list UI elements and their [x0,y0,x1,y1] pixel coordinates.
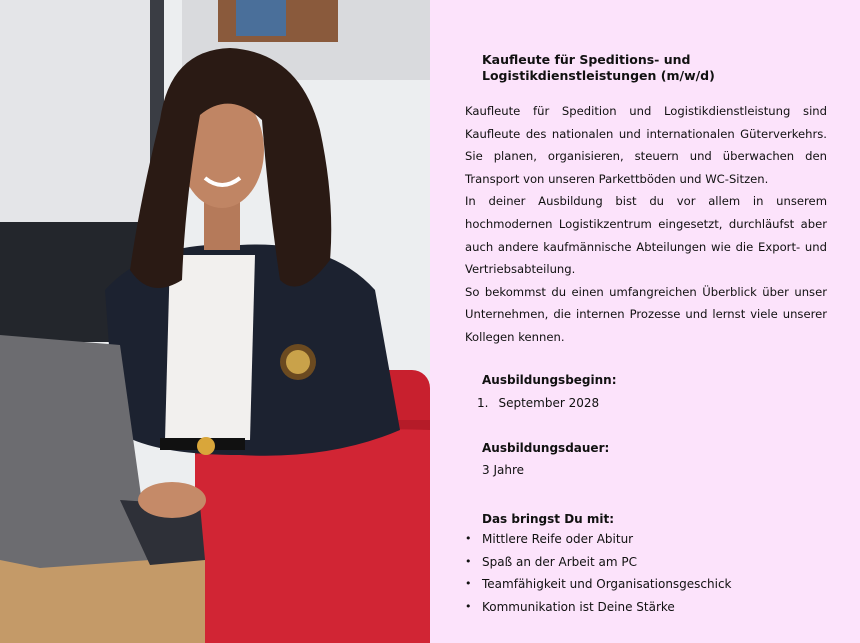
job-details-panel [430,0,860,643]
description-paragraph: In deiner Ausbildung bist du vor allem in unserem hochmodernen Logistikzentrum eingesetzt, durchläufst aber auch andere kaufmännische Abteilungen wie die Export- und Vertriebsabteilung. [465,194,827,277]
list-item: • Kommunikation ist Deine Stärke [465,596,835,619]
requirements-label: Das bringst Du mit: [482,512,615,526]
job-description [465,100,827,349]
start-date-item [477,396,599,410]
job-title: Kaufleute für Speditions- und Logistikdienstleistungen (m/w/d) [482,52,715,83]
start-date-number: 1. [477,396,489,410]
description-paragraph: Kaufleute für Spedition und Logistikdienstleistung sind Kaufleute des nationalen und internationalen Güterverkehrs. Sie planen, organisieren, steuern und überwachen den Transport von unseren Parkettböden und WC-Sitzen. [465,104,827,186]
duration-label: Ausbildungsdauer: [482,441,610,455]
description-paragraph: So bekommst du einen umfangreichen Überblick über unser Unternehmen, die internen Prozesse und lernst viele unserer Kollegen kennen. [465,284,827,344]
duration-value: 3 Jahre [482,463,524,477]
list-item: • Teamfähigkeit und Organisationsgeschick [465,573,835,596]
start-date-label: Ausbildungsbeginn: [482,373,617,387]
requirements-list [465,528,835,618]
list-item: • Spaß an der Arbeit am PC [465,551,835,574]
list-item: • Mittlere Reife oder Abitur [465,528,835,551]
start-date-value: September 2028 [498,396,600,410]
